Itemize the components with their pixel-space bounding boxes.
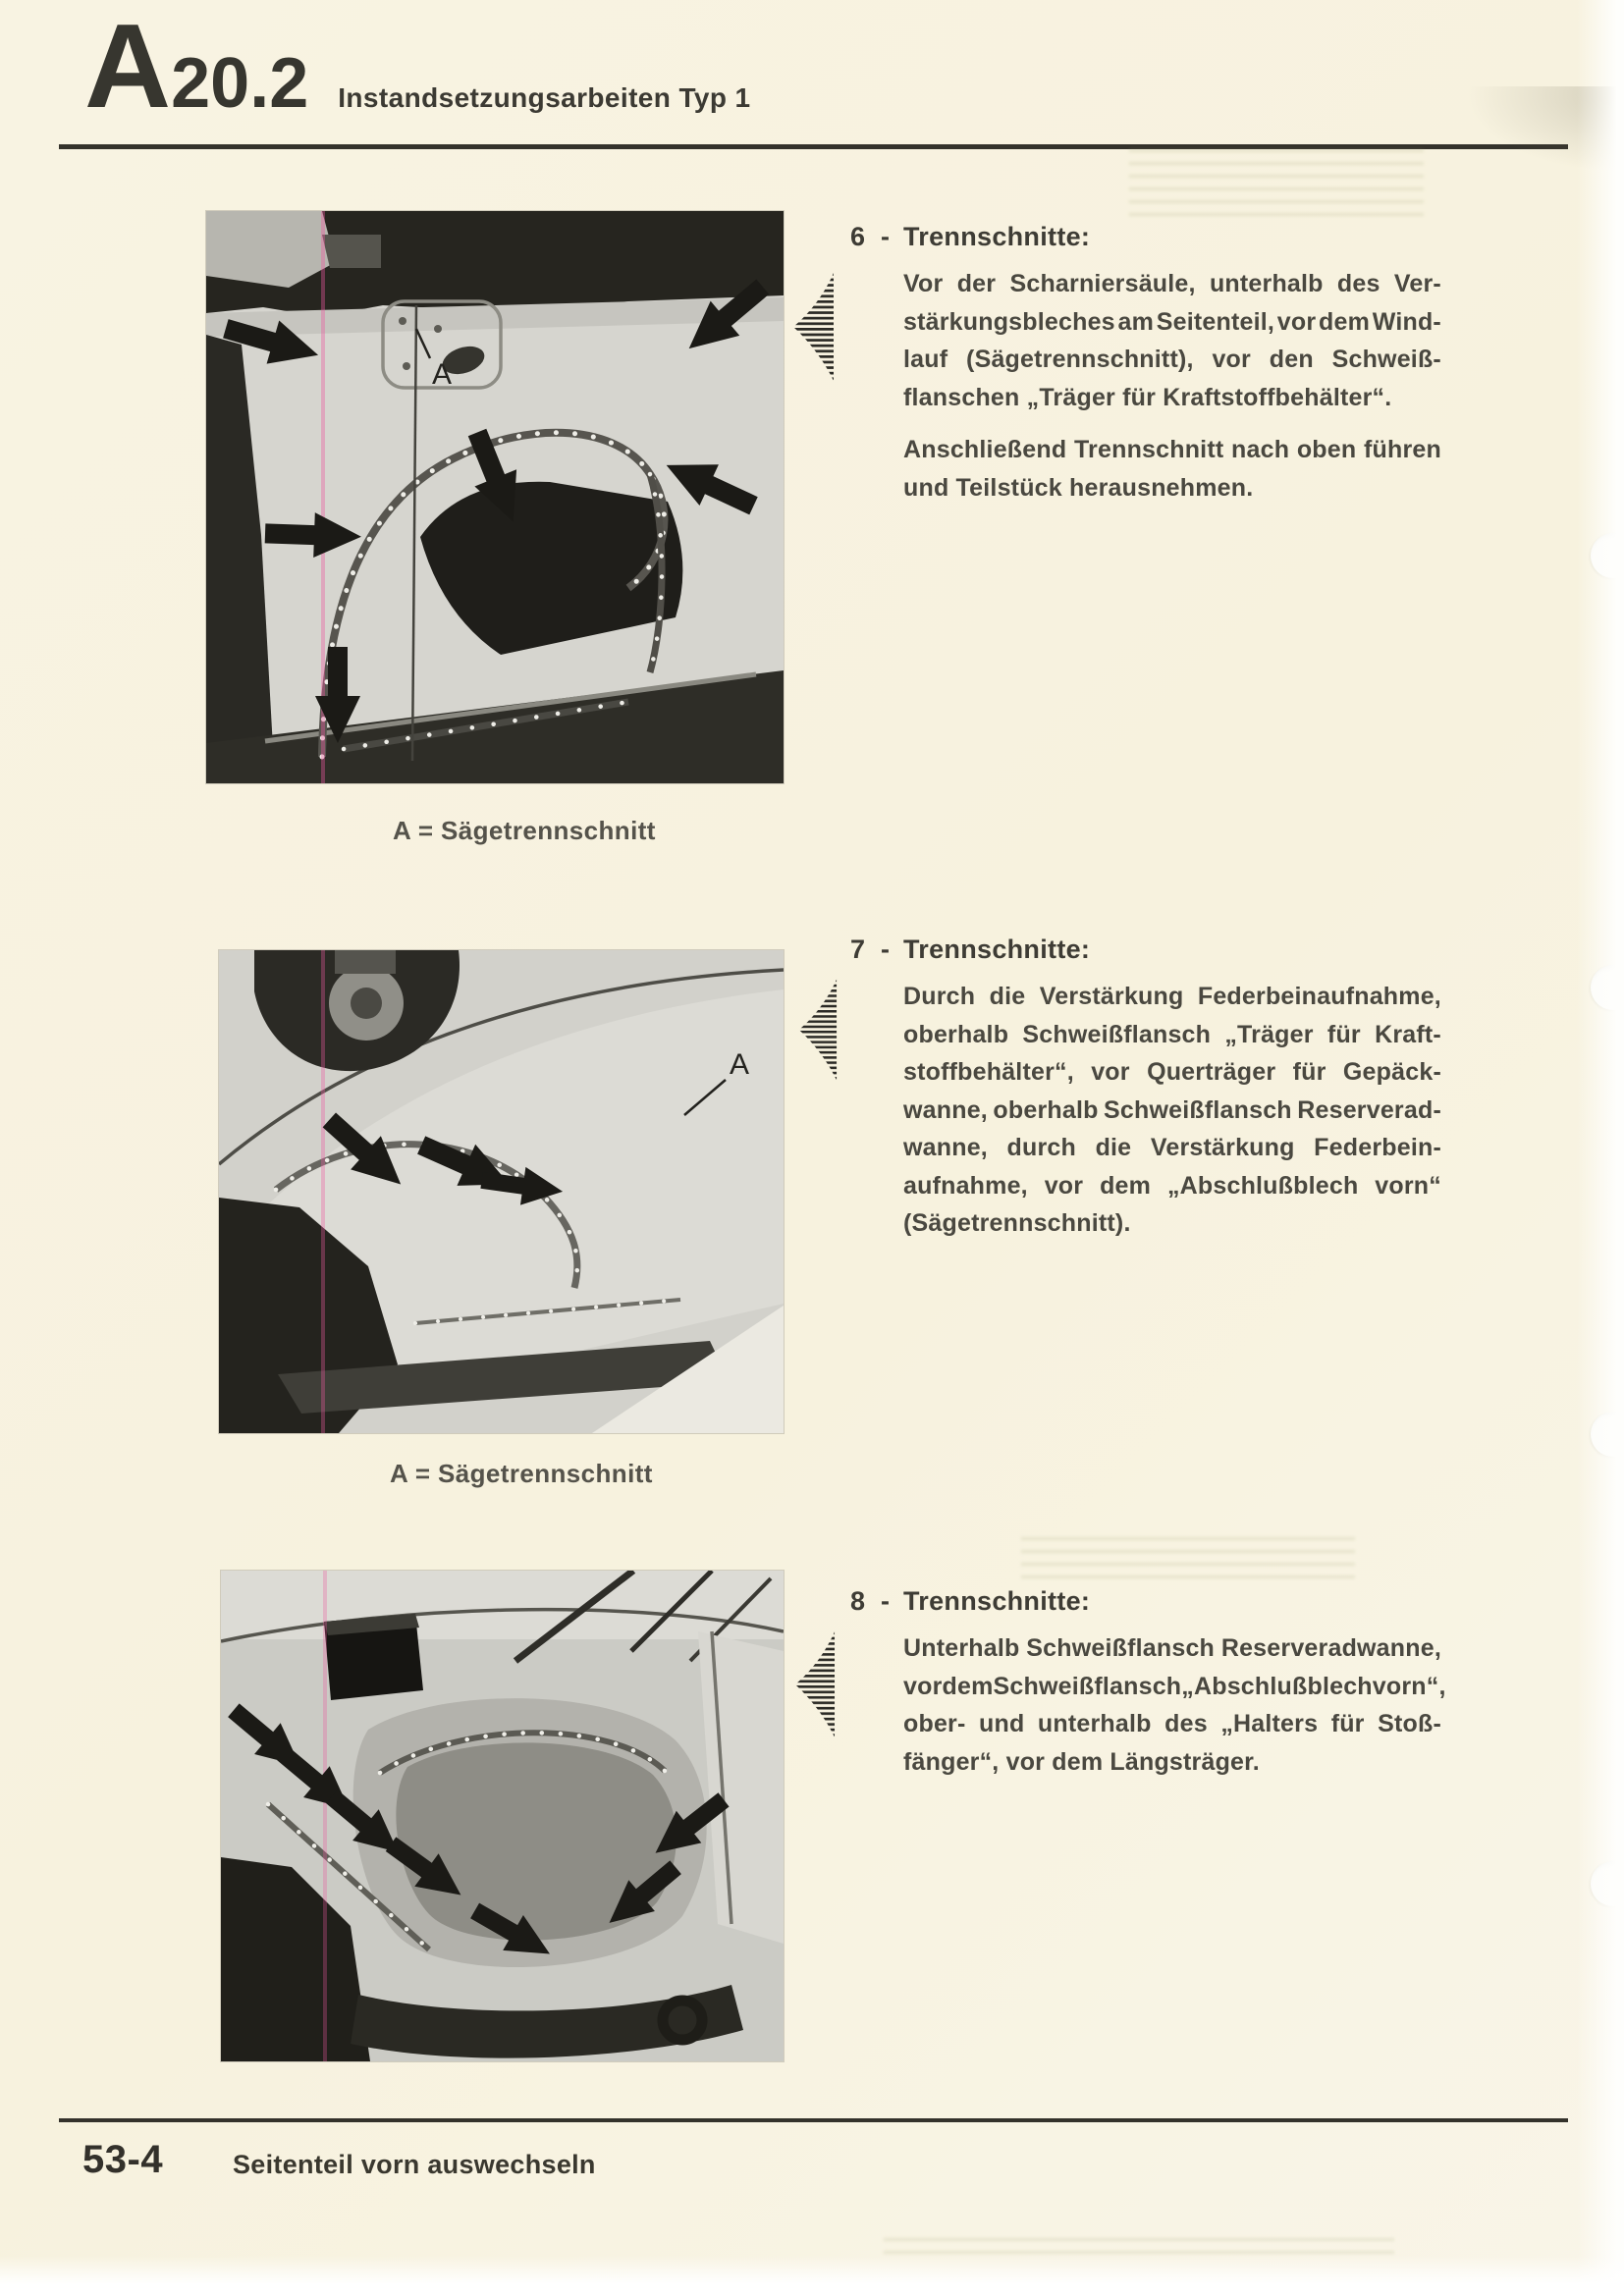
text-line: Unterhalb Schweißflansch Reserveradwanne, <box>903 1634 1441 1662</box>
paragraph <box>903 265 1441 416</box>
scanner-streak <box>323 1571 327 2061</box>
section-body <box>903 978 1441 1243</box>
section-6-trennschnitte <box>850 222 1439 507</box>
section-number: 8 <box>850 1586 866 1616</box>
text-line: aufnahme, vor dem „Abschlußblech vorn“ <box>903 1171 1441 1200</box>
figure-photo-front-fender <box>219 950 784 1433</box>
section-body <box>903 1629 1446 1781</box>
section-number: 6 <box>850 222 866 251</box>
text-line: Durch die Verstärkung Federbeinaufnahme, <box>903 983 1441 1010</box>
figure-caption: A = Sägetrennschnitt <box>390 1459 653 1488</box>
section-heading <box>850 222 1439 252</box>
scan-edge-fade <box>0 2256 1624 2296</box>
figure-photo-front-end-spare-wheel-well <box>221 1571 784 2061</box>
figure-label-a: A <box>432 358 453 391</box>
text-line: wanne, oberhalb Schweißflansch Reserverad- <box>903 1095 1441 1124</box>
section-code-letter: A <box>84 0 170 133</box>
section-code-number: 20.2 <box>171 44 309 123</box>
header <box>84 0 751 133</box>
footer-rule <box>59 2118 1568 2122</box>
print-through-ghost <box>1021 1537 1355 1580</box>
text-line: wanne, durch die Verstärkung Federbein- <box>903 1134 1441 1161</box>
header-title: Instandsetzungsarbeiten Typ 1 <box>338 82 751 113</box>
section-dash: - <box>881 222 891 251</box>
section-heading <box>850 1586 1439 1617</box>
text-line: vor dem Schweißflansch „Abschlußblech vorn“, <box>903 1672 1446 1700</box>
figure-photo-side-panel-door-pillar <box>206 211 784 783</box>
section-heading <box>850 934 1439 965</box>
cowl-bracket <box>322 235 381 268</box>
text-line: fänger“, vor dem Längsträger. <box>903 1747 1260 1776</box>
paragraph <box>903 431 1441 507</box>
section-heading-label: Trennschnitte: <box>903 222 1091 251</box>
section-body <box>903 265 1441 507</box>
section-number: 7 <box>850 934 866 964</box>
figure-caption: A = Sägetrennschnitt <box>393 816 656 845</box>
saw-cut-marker-icon <box>789 273 835 386</box>
text-line: und Teilstück herausnehmen. <box>903 473 1254 502</box>
plate-dot <box>399 317 406 325</box>
figure-label-a: A <box>730 1048 750 1081</box>
strut-bracket <box>335 950 396 974</box>
saw-cut-marker-icon <box>791 1631 836 1742</box>
section-dash: - <box>881 1586 891 1616</box>
text-line: flanschen „Träger für Kraftstoffbehälter“. <box>903 383 1392 411</box>
text-line: Anschließend Trennschnitt nach oben führen <box>903 436 1441 463</box>
section-dash: - <box>881 934 891 964</box>
text-line: stärkungsbleches am Seitenteil, vor dem Wind- <box>903 307 1441 336</box>
strut-mount-center <box>351 988 382 1019</box>
paragraph <box>903 1629 1446 1781</box>
print-through-ghost <box>1129 149 1424 218</box>
text-line: stoffbehälter“, vor Querträger für Gepäck- <box>903 1058 1441 1086</box>
print-through-ghost <box>884 2238 1394 2254</box>
section-heading-label: Trennschnitte: <box>903 1586 1091 1616</box>
footer-title: Seitenteil vorn auswechseln <box>233 2150 596 2179</box>
plate-dot <box>403 362 410 370</box>
text-line: (Sägetrennschnitt). <box>903 1209 1131 1237</box>
plate-dot <box>434 325 442 333</box>
footer-page-number: 53-4 <box>82 2138 164 2181</box>
section-heading-label: Trennschnitte: <box>903 934 1091 964</box>
text-line: lauf (Sägetrennschnitt), vor den Schweiß- <box>903 346 1441 373</box>
section-7-trennschnitte <box>850 934 1439 1243</box>
text-line: ober- und unterhalb des „Halters für Stoß- <box>903 1710 1441 1737</box>
section-8-trennschnitte <box>850 1586 1446 1781</box>
paragraph <box>903 978 1441 1243</box>
scanner-streak <box>321 950 325 1433</box>
saw-cut-marker-icon <box>795 978 838 1087</box>
scan-edge-fade <box>1577 0 1624 2296</box>
text-line: Vor der Scharniersäule, unterhalb des Ver- <box>903 270 1441 297</box>
header-rule <box>59 144 1568 149</box>
text-line: oberhalb Schweißflansch „Träger für Kraft- <box>903 1020 1441 1048</box>
